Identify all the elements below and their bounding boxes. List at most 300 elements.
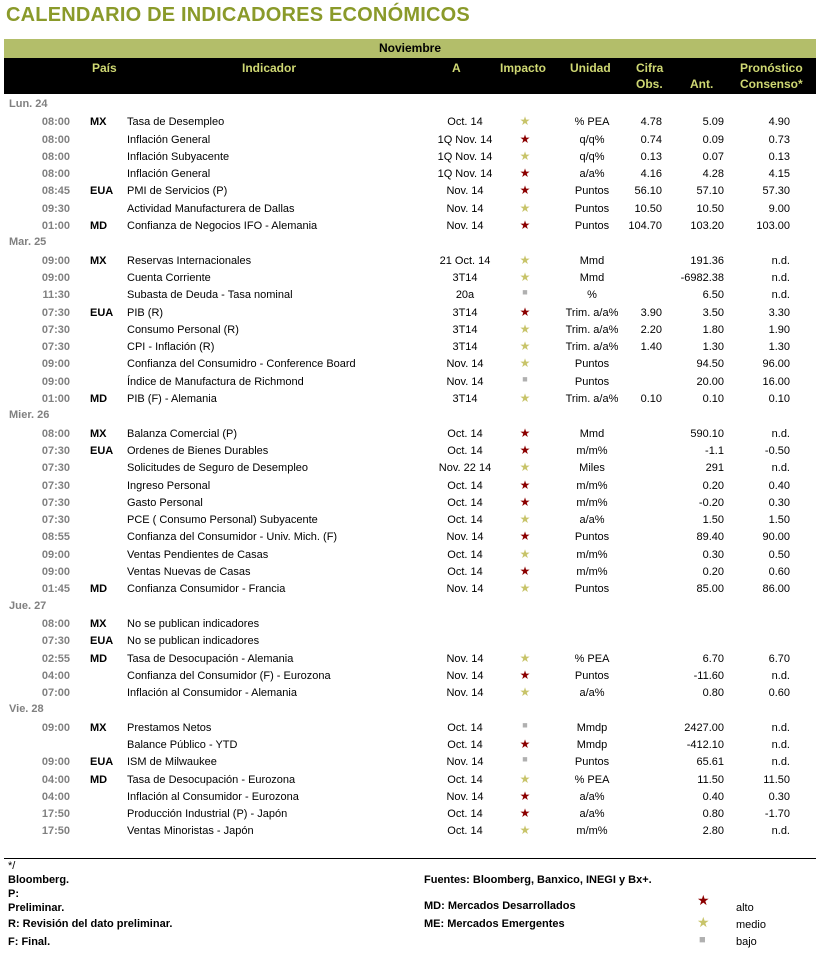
observed-cell: 0.13: [640, 150, 662, 163]
period-cell: Oct. 14: [447, 548, 483, 561]
table-row: [4, 269, 816, 286]
indicator-cell: Producción Industrial (P) - Japón: [127, 808, 288, 821]
star-medium-icon: ★: [519, 200, 531, 215]
country-cell: EUA: [90, 444, 114, 457]
indicator-cell: Actividad Manufacturera de Dallas: [127, 202, 295, 215]
indicator-cell: Cuenta Corriente: [127, 271, 211, 284]
period-cell: 3T14: [452, 306, 478, 319]
forecast-cell: -1.70: [764, 808, 790, 821]
country-cell: MD: [90, 393, 108, 406]
header-pronostico: Pronóstico: [740, 61, 803, 75]
previous-cell: 2.80: [702, 825, 724, 838]
footnote-final: F: Final.: [8, 936, 51, 948]
legend-bajo: bajo: [736, 936, 757, 948]
table-row: [4, 304, 816, 321]
period-cell: Oct. 14: [447, 116, 483, 129]
star-high-icon: ★: [519, 529, 531, 544]
time-cell: 04:00: [41, 669, 70, 682]
time-cell: 09:00: [41, 756, 70, 769]
unit-cell: Trim. a/a%: [565, 341, 619, 354]
star-high-icon: ★: [519, 442, 531, 457]
previous-cell: -0.20: [698, 496, 724, 509]
table-row: [4, 563, 816, 580]
day-header: [4, 598, 816, 615]
period-cell: Nov. 14: [446, 185, 484, 198]
footnote-md: MD: Mercados Desarrollados: [424, 900, 576, 912]
forecast-cell: 86.00: [762, 583, 790, 596]
header-pais: País: [92, 61, 117, 75]
table-row: [4, 753, 816, 770]
table-row: [4, 390, 816, 407]
observed-cell: 4.16: [640, 168, 662, 181]
time-cell: 01:00: [41, 393, 70, 406]
period-cell: 1Q Nov. 14: [437, 150, 493, 163]
indicator-cell: Confianza del Consumidor (F) - Eurozona: [127, 669, 331, 682]
previous-cell: 11.50: [697, 773, 724, 786]
observed-cell: 0.10: [640, 393, 662, 406]
forecast-cell: 4.15: [768, 168, 790, 181]
previous-cell: 89.40: [696, 531, 724, 544]
unit-cell: m/m%: [576, 444, 608, 457]
indicator-cell: Ordenes de Bienes Durables: [127, 444, 269, 457]
indicator-cell: Tasa de Desocupación - Eurozona: [127, 773, 296, 786]
day-label: Vie. 28: [9, 703, 44, 716]
country-cell: MX: [90, 617, 107, 630]
forecast-cell: 9.00: [768, 202, 790, 215]
forecast-cell: 0.50: [768, 548, 790, 561]
period-cell: Oct. 14: [447, 808, 483, 821]
table-row: [4, 615, 816, 632]
table-row: [4, 528, 816, 545]
header-unidad: Unidad: [570, 61, 611, 75]
unit-cell: % PEA: [574, 773, 610, 786]
unit-cell: Puntos: [574, 583, 610, 596]
period-cell: Oct. 14: [447, 444, 483, 457]
observed-cell: 4.78: [640, 116, 662, 129]
time-cell: 07:30: [41, 479, 70, 492]
previous-cell: 0.10: [702, 393, 724, 406]
unit-cell: Mmd: [579, 254, 605, 267]
time-cell: 09:00: [41, 254, 70, 267]
star-high-icon: ★: [519, 166, 531, 181]
time-cell: 09:00: [41, 721, 70, 734]
day-label: Lun. 24: [9, 98, 48, 110]
day-label: Mar. 25: [9, 236, 47, 249]
time-cell: 02:55: [41, 652, 70, 665]
country-cell: MD: [90, 220, 108, 233]
indicator-cell: Ventas Nuevas de Casas: [127, 566, 251, 579]
forecast-cell: 4.90: [768, 116, 790, 129]
previous-cell: 0.20: [702, 566, 724, 579]
unit-cell: a/a%: [579, 687, 605, 700]
star-high-icon: ★: [519, 425, 531, 440]
unit-cell: Trim. a/a%: [565, 393, 619, 406]
unit-cell: Puntos: [574, 669, 610, 682]
indicator-cell: Prestamos Netos: [127, 721, 212, 734]
indicator-cell: Confianza de Negocios IFO - Alemania: [127, 220, 318, 233]
star-medium-icon: ★: [519, 339, 531, 354]
time-cell: 08:00: [41, 133, 70, 146]
period-cell: 3T14: [452, 323, 478, 336]
star-high-icon: ★: [519, 788, 531, 803]
period-cell: Nov. 22 14: [438, 462, 492, 475]
day-header: [4, 407, 816, 424]
table-row: [4, 442, 816, 459]
calendar-table: [4, 96, 816, 840]
time-cell: 11:30: [42, 289, 70, 302]
indicator-cell: Inflación al Consumidor - Alemania: [127, 687, 297, 700]
table-row: [4, 684, 816, 701]
star-medium-icon: ★: [519, 269, 531, 284]
country-cell: EUA: [90, 635, 114, 648]
period-cell: Oct. 14: [447, 427, 483, 440]
indicator-cell: Tasa de Desocupación - Alemania: [127, 652, 294, 665]
country-cell: MX: [90, 254, 107, 267]
table-row: [4, 165, 816, 182]
unit-cell: Mmdp: [576, 721, 608, 734]
forecast-cell: 96.00: [762, 358, 790, 371]
footnote-bloomberg: Bloomberg.: [8, 874, 70, 886]
legend-alto: alto: [736, 902, 754, 914]
indicator-cell: PMI de Servicios (P): [127, 185, 228, 198]
indicator-cell: Ingreso Personal: [127, 479, 211, 492]
star-high-icon: ★: [519, 183, 531, 198]
unit-cell: Puntos: [574, 220, 610, 233]
star-medium-icon: ★: [519, 321, 531, 336]
unit-cell: m/m%: [576, 825, 608, 838]
indicator-cell: Índice de Manufactura de Richmond: [127, 375, 304, 388]
forecast-cell: n.d.: [771, 427, 790, 440]
time-cell: 09:00: [41, 271, 70, 284]
time-cell: 04:00: [41, 790, 70, 803]
table-row: [4, 217, 816, 234]
forecast-cell: 0.13: [768, 150, 790, 163]
indicator-cell: Consumo Personal (R): [127, 323, 239, 336]
day-label: Jue. 27: [9, 599, 47, 612]
unit-cell: m/m%: [576, 566, 608, 579]
unit-cell: m/m%: [576, 479, 608, 492]
table-row: [4, 182, 816, 199]
time-cell: 09:00: [41, 358, 70, 371]
indicator-cell: Balance Público - YTD: [127, 738, 238, 751]
footnote-me: ME: Mercados Emergentes: [424, 918, 565, 930]
previous-cell: 94.50: [696, 358, 724, 371]
period-cell: Nov. 14: [446, 669, 484, 682]
period-cell: Oct. 14: [447, 479, 483, 492]
previous-cell: 5.09: [702, 116, 724, 129]
previous-cell: 4.28: [702, 168, 724, 181]
indicator-cell: Ventas Pendientes de Casas: [127, 548, 269, 561]
forecast-cell: n.d.: [771, 738, 790, 751]
unit-cell: Mmd: [579, 271, 605, 284]
forecast-cell: 1.90: [768, 323, 790, 336]
table-row: [4, 580, 816, 597]
forecast-cell: 16.00: [762, 375, 790, 388]
forecast-cell: n.d.: [771, 271, 790, 284]
indicator-cell: CPI - Inflación (R): [127, 341, 215, 354]
star-medium-icon: ★: [519, 252, 531, 267]
observed-cell: 3.90: [640, 306, 662, 319]
table-row: [4, 788, 816, 805]
time-cell: 08:00: [41, 617, 70, 630]
previous-cell: -1.1: [705, 444, 724, 457]
unit-cell: Mmd: [579, 427, 605, 440]
indicator-cell: Inflación General: [127, 133, 211, 146]
observed-cell: 0.74: [640, 133, 662, 146]
indicator-cell: Tasa de Desempleo: [127, 116, 225, 129]
star-high-icon: ★: [519, 667, 531, 682]
table-row: [4, 286, 816, 303]
forecast-cell: n.d.: [771, 721, 790, 734]
previous-cell: 2427.00: [684, 721, 724, 734]
star-high-icon: ★: [519, 494, 531, 509]
table-row: [4, 321, 816, 338]
period-cell: Nov. 14: [446, 375, 484, 388]
square-low-icon: ■: [522, 754, 528, 765]
period-cell: 1Q Nov. 14: [437, 133, 493, 146]
page-title: CALENDARIO DE INDICADORES ECONÓMICOS: [6, 4, 470, 26]
forecast-cell: 0.30: [768, 790, 790, 803]
unit-cell: Puntos: [574, 202, 610, 215]
table-row: [4, 373, 816, 390]
square-low-icon: ■: [522, 719, 528, 730]
table-row: [4, 113, 816, 130]
forecast-cell: n.d.: [771, 669, 790, 682]
month-label: Noviembre: [378, 41, 442, 55]
time-cell: 07:30: [41, 635, 70, 648]
time-cell: 08:00: [41, 150, 70, 163]
country-cell: EUA: [90, 185, 114, 198]
table-row: [4, 632, 816, 649]
time-cell: 01:45: [41, 583, 70, 596]
unit-cell: m/m%: [576, 548, 608, 561]
time-cell: 08:00: [41, 168, 70, 181]
star-medium-icon: ★: [519, 391, 531, 406]
time-cell: 09:00: [41, 548, 70, 561]
period-cell: Nov. 14: [446, 652, 484, 665]
forecast-cell: n.d.: [771, 825, 790, 838]
forecast-cell: 11.50: [763, 773, 790, 786]
unit-cell: a/a%: [579, 168, 605, 181]
time-cell: 07:30: [41, 496, 70, 509]
unit-cell: Trim. a/a%: [565, 323, 619, 336]
forecast-cell: 6.70: [768, 652, 790, 665]
star-high-icon: ★: [519, 477, 531, 492]
country-cell: MD: [90, 652, 108, 665]
time-cell: 07:30: [41, 341, 70, 354]
unit-cell: Mmdp: [576, 738, 608, 751]
star-medium-icon: ★: [519, 512, 531, 527]
period-cell: 3T14: [452, 393, 478, 406]
country-cell: MD: [90, 583, 108, 596]
unit-cell: a/a%: [579, 790, 605, 803]
star-medium-icon: ★: [519, 650, 531, 665]
unit-cell: Puntos: [574, 185, 610, 198]
previous-cell: 6.50: [702, 289, 724, 302]
period-cell: 3T14: [452, 271, 478, 284]
previous-cell: 1.50: [702, 514, 724, 527]
footnote-revision: R: Revisión del dato preliminar.: [8, 918, 173, 930]
forecast-cell: 1.30: [768, 341, 790, 354]
legend-medio: medio: [736, 919, 766, 931]
forecast-cell: 3.30: [768, 306, 790, 319]
previous-cell: 291: [705, 462, 724, 475]
country-cell: MX: [90, 427, 107, 440]
table-row: [4, 494, 816, 511]
table-row: [4, 477, 816, 494]
table-row: [4, 459, 816, 476]
forecast-cell: 1.50: [768, 514, 790, 527]
previous-cell: 20.00: [696, 375, 724, 388]
period-cell: Nov. 14: [446, 220, 484, 233]
indicator-cell: PIB (F) - Alemania: [127, 393, 217, 406]
star-high-icon: ★: [519, 218, 531, 233]
unit-cell: Miles: [579, 462, 605, 475]
star-high-icon: ★: [519, 736, 531, 751]
indicator-cell: Inflación General: [127, 168, 211, 181]
star-medium-icon: ★: [519, 771, 531, 786]
time-cell: 09:30: [41, 202, 70, 215]
period-cell: Nov. 14: [446, 202, 484, 215]
observed-cell: 1.40: [640, 341, 662, 354]
square-low-icon: ■: [522, 287, 528, 298]
forecast-cell: 90.00: [762, 531, 790, 544]
indicator-cell: PIB (R): [127, 306, 164, 319]
footnote-preliminar: Preliminar.: [8, 902, 65, 914]
previous-cell: 191.36: [690, 254, 724, 267]
period-cell: 3T14: [452, 341, 478, 354]
previous-cell: 0.80: [702, 808, 724, 821]
time-cell: 09:00: [41, 566, 70, 579]
previous-cell: 10.50: [696, 202, 724, 215]
header-ant: Ant.: [690, 77, 714, 91]
previous-cell: 1.30: [702, 341, 724, 354]
indicator-cell: Inflación Subyacente: [127, 150, 230, 163]
period-cell: Oct. 14: [447, 496, 483, 509]
country-cell: MX: [90, 116, 107, 129]
forecast-cell: 0.73: [768, 133, 790, 146]
unit-cell: Puntos: [574, 531, 610, 544]
period-cell: Nov. 14: [446, 531, 484, 544]
table-row: [4, 200, 816, 217]
unit-cell: a/a%: [579, 808, 605, 821]
observed-cell: 2.20: [640, 323, 662, 336]
time-cell: 07:30: [41, 444, 70, 457]
period-cell: Nov. 14: [446, 756, 484, 769]
table-row: [4, 546, 816, 563]
table-row: [4, 667, 816, 684]
table-row: [4, 511, 816, 528]
table-row: [4, 805, 816, 822]
indicator-cell: Gasto Personal: [127, 496, 203, 509]
day-header: [4, 701, 816, 718]
unit-cell: %: [587, 289, 597, 302]
indicator-cell: Subasta de Deuda - Tasa nominal: [127, 289, 293, 302]
previous-cell: 57.10: [696, 185, 724, 198]
star-high-icon: ★: [519, 564, 531, 579]
period-cell: Oct. 14: [447, 514, 483, 527]
period-cell: 21 Oct. 14: [439, 254, 491, 267]
table-row: [4, 252, 816, 269]
indicator-cell: No se publican indicadores: [127, 635, 260, 648]
previous-cell: 65.61: [696, 756, 724, 769]
header-impacto: Impacto: [500, 61, 547, 75]
forecast-cell: 0.60: [768, 687, 790, 700]
star-high-icon: ★: [519, 131, 531, 146]
unit-cell: % PEA: [574, 116, 610, 129]
forecast-cell: 0.10: [768, 393, 790, 406]
time-cell: 04:00: [41, 773, 70, 786]
previous-cell: 103.20: [690, 220, 724, 233]
forecast-cell: n.d.: [771, 756, 790, 769]
table-row: [4, 148, 816, 165]
star-medium-icon: ★: [519, 823, 531, 838]
time-cell: 08:45: [41, 185, 70, 198]
period-cell: Oct. 14: [447, 825, 483, 838]
unit-cell: q/q%: [579, 150, 605, 163]
unit-cell: Puntos: [574, 756, 610, 769]
footnote-mark: */: [8, 860, 16, 872]
table-row: [4, 771, 816, 788]
square-low-icon: ■: [522, 373, 528, 384]
observed-cell: 56.10: [634, 185, 662, 198]
header-indicador: Indicador: [242, 61, 297, 75]
time-cell: 08:00: [41, 116, 70, 129]
square-low-icon: ■: [699, 934, 706, 946]
time-cell: 08:00: [41, 427, 70, 440]
country-cell: EUA: [90, 306, 114, 319]
day-label: Mier. 26: [9, 409, 50, 422]
forecast-cell: 0.60: [768, 566, 790, 579]
table-row: [4, 650, 816, 667]
country-cell: MD: [90, 773, 108, 786]
period-cell: Nov. 14: [446, 358, 484, 371]
footer-divider: [4, 858, 816, 859]
period-cell: Nov. 14: [446, 790, 484, 803]
indicator-cell: PCE ( Consumo Personal) Subyacente: [127, 514, 318, 527]
period-cell: 1Q Nov. 14: [437, 168, 493, 181]
indicator-cell: Ventas Minoristas - Japón: [127, 825, 254, 838]
time-cell: 07:30: [41, 306, 70, 319]
table-row: [4, 425, 816, 442]
star-medium-icon: ★: [519, 581, 531, 596]
period-cell: Oct. 14: [447, 721, 483, 734]
table-row: [4, 131, 816, 148]
time-cell: 07:30: [41, 323, 70, 336]
forecast-cell: 0.30: [768, 496, 790, 509]
time-cell: 09:00: [41, 375, 70, 388]
indicator-cell: ISM de Milwaukee: [127, 756, 217, 769]
star-high-icon: ★: [519, 304, 531, 319]
forecast-cell: 57.30: [762, 185, 790, 198]
previous-cell: 0.30: [702, 548, 724, 561]
unit-cell: Puntos: [574, 358, 610, 371]
star-medium-icon: ★: [519, 546, 531, 561]
time-cell: 17:50: [41, 825, 70, 838]
previous-cell: 590.10: [690, 427, 724, 440]
country-cell: MX: [90, 721, 107, 734]
time-cell: 07:00: [41, 687, 70, 700]
unit-cell: q/q%: [579, 133, 605, 146]
day-header: [4, 96, 816, 113]
period-cell: Nov. 14: [446, 687, 484, 700]
previous-cell: 3.50: [702, 306, 724, 319]
time-cell: 08:55: [41, 531, 70, 544]
period-cell: Oct. 14: [447, 738, 483, 751]
indicator-cell: No se publican indicadores: [127, 617, 260, 630]
time-cell: 07:30: [41, 514, 70, 527]
previous-cell: 0.09: [702, 133, 724, 146]
